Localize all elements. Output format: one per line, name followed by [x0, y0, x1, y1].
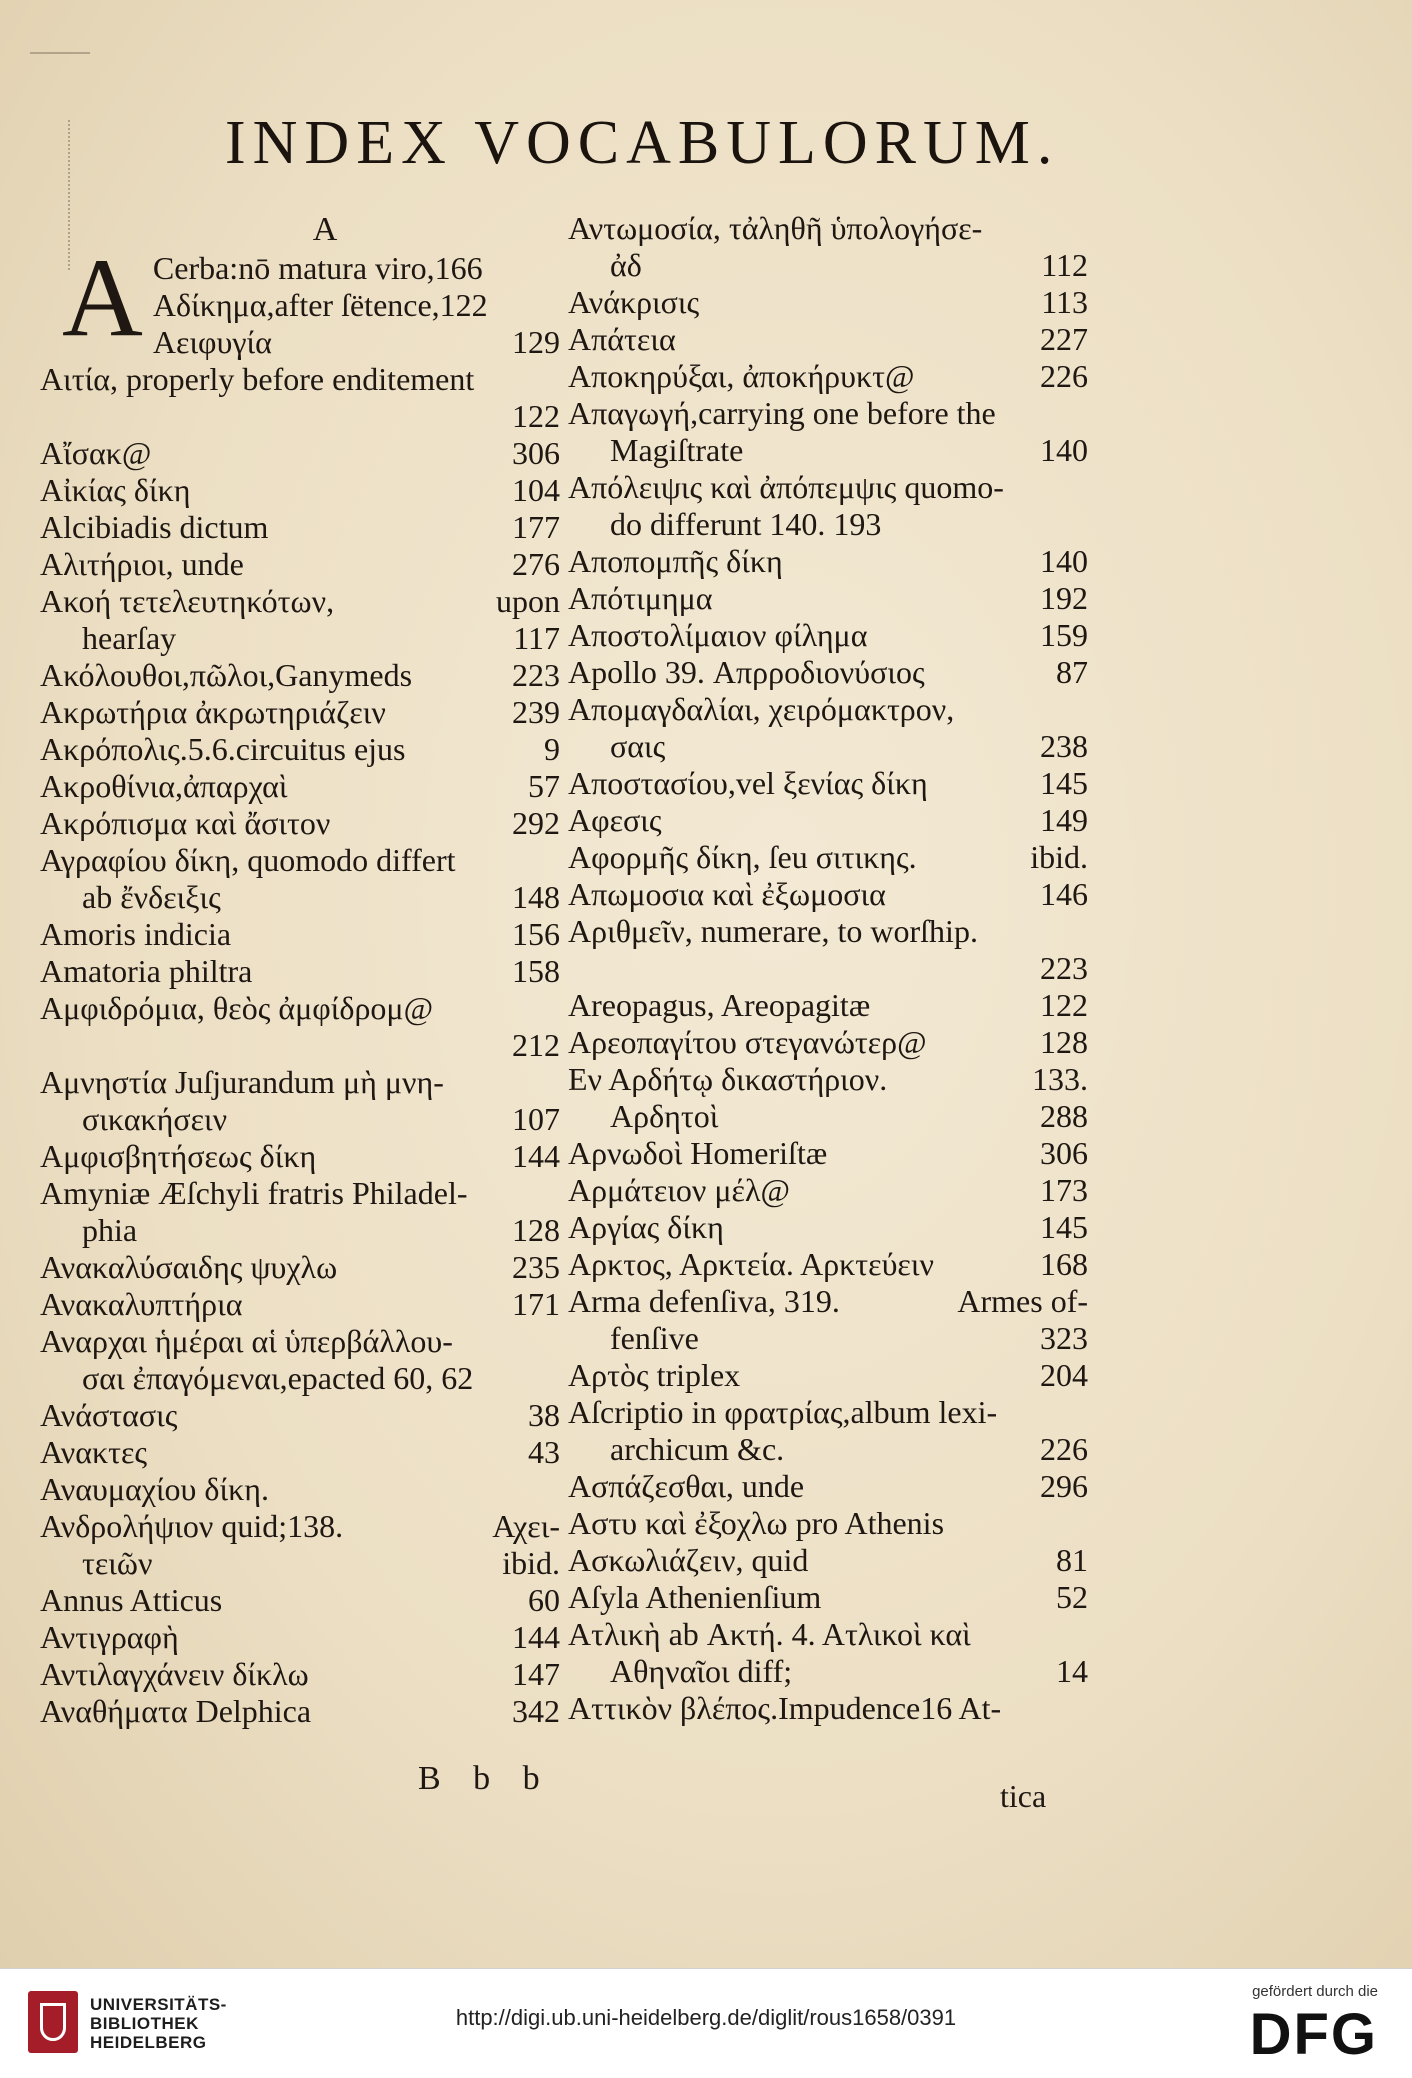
index-term: Αρνωδοὶ Homeriſtæ [568, 1135, 828, 1171]
index-entry [568, 1468, 1088, 1505]
index-page-ref: 122 [1040, 987, 1088, 1023]
index-term: hearſay [82, 620, 177, 656]
index-term: τειῶν [82, 1545, 153, 1581]
index-page-ref: 342 [512, 1693, 560, 1729]
index-entry [568, 1283, 1088, 1320]
index-entry [40, 916, 560, 953]
index-entry [568, 1135, 1088, 1172]
index-entry [568, 1024, 1088, 1061]
index-page-ref: 192 [1040, 580, 1088, 616]
index-page-ref: 149 [1040, 802, 1088, 838]
index-entry [568, 1616, 1088, 1653]
index-page-ref: 276 [512, 546, 560, 582]
index-page-ref: 146 [1040, 876, 1088, 912]
index-term: Ανάκρισις [568, 284, 700, 320]
index-entry [40, 1582, 560, 1619]
index-page-ref: 144 [512, 1138, 560, 1174]
index-page-ref: 113 [1041, 284, 1088, 320]
index-term: Αρεοπαγίτου στεγανώτερ@ [568, 1024, 927, 1060]
index-term: Ανάστασις [40, 1397, 178, 1433]
index-term: Αἰκίας δίκη [40, 472, 191, 508]
index-page-ref: 133. [1032, 1061, 1088, 1097]
index-page-ref: 156 [512, 916, 560, 952]
index-entry [568, 358, 1088, 395]
index-term: Apollo 39. Απρροδιονύσιος [568, 654, 925, 690]
index-page-ref: 104 [512, 472, 560, 508]
index-term: Απότιμημα [568, 580, 713, 616]
index-term: Alcibiadis dictum [40, 509, 269, 545]
index-term: fenſive [610, 1320, 699, 1356]
index-term: Amoris indicia [40, 916, 232, 952]
index-page-ref: 140 [1040, 432, 1088, 468]
index-term: Αφορμῆς δίκη, ſeu σιτικης. [568, 839, 917, 875]
funding-note: gefördert durch die [1252, 1983, 1378, 2000]
index-page-ref: 14 [1056, 1653, 1088, 1689]
index-term: Magiſtrate [610, 432, 744, 468]
viewer-footer [0, 1968, 1412, 2078]
index-entry [568, 506, 1088, 543]
index-entry [568, 321, 1088, 358]
index-term: Αλιτήριοι, unde [40, 546, 244, 582]
index-term: Απωμοσια καὶ ἐξωμοσια [568, 876, 886, 912]
index-entry [40, 509, 560, 546]
index-entry [568, 1505, 1088, 1542]
index-term: Cerba:nō matura viro,166 [152, 250, 483, 286]
index-entry [568, 950, 1088, 987]
index-entry [40, 731, 560, 768]
index-entry [40, 250, 560, 287]
index-page-ref: 147 [512, 1656, 560, 1692]
index-term: Αρμάτειον μέλ@ [568, 1172, 790, 1208]
index-term: Areopagus, Areopagitæ [568, 987, 871, 1023]
index-entry [40, 1212, 560, 1249]
index-entry [40, 1027, 560, 1064]
index-entry [40, 768, 560, 805]
section-letter: A [312, 211, 338, 248]
index-term: Ανακαλυπτήρια [40, 1286, 243, 1322]
index-entry [40, 990, 560, 1027]
index-entry [568, 876, 1088, 913]
index-entry [568, 1172, 1088, 1209]
index-page-ref: 306 [512, 435, 560, 471]
index-entry [568, 728, 1088, 765]
index-page-ref: 292 [512, 805, 560, 841]
index-page-ref: 212 [512, 1027, 560, 1063]
index-term: Ασπάζεσθαι, unde [568, 1468, 805, 1504]
university-name-line2: BIBLIOTHEK [90, 2014, 199, 2033]
index-entry [40, 1101, 560, 1138]
index-page-ref: 306 [1040, 1135, 1088, 1171]
index-entry [568, 1542, 1088, 1579]
index-term: Αφεσις [568, 802, 662, 838]
index-page-ref: 223 [1040, 950, 1088, 986]
index-entry [40, 1064, 560, 1101]
index-entry [40, 805, 560, 842]
index-entry [40, 1397, 560, 1434]
index-entry [568, 1098, 1088, 1135]
index-page-ref: Αχει- [492, 1508, 560, 1544]
index-page-ref: 204 [1040, 1357, 1088, 1393]
index-term: Αντιλαγχάνειν δίκλω [40, 1656, 309, 1692]
index-entry [568, 1579, 1088, 1616]
university-name-line3: HEIDELBERG [90, 2033, 207, 2052]
index-entry [568, 1357, 1088, 1394]
edge-mark [30, 52, 90, 54]
index-page-ref: 122 [512, 398, 560, 434]
index-page-ref: 81 [1056, 1542, 1088, 1578]
index-page-ref: 227 [1040, 321, 1088, 357]
index-term: Ανδρολήψιον quid;138. [40, 1508, 344, 1544]
index-entry [40, 1434, 560, 1471]
index-entry [40, 1545, 560, 1582]
index-page-ref: upon [496, 583, 560, 619]
index-entry [40, 546, 560, 583]
index-entry [40, 1323, 560, 1360]
index-term: Ακροθίνια,ἀπαρχαὶ [40, 768, 288, 804]
index-page-ref: Armes of- [957, 1283, 1088, 1319]
index-term: Αναρχαι ἡμέραι αἱ ὑπερβάλλου- [40, 1323, 453, 1359]
index-entry [568, 839, 1088, 876]
index-term: Ακόλουθοι,πῶλοι,Ganymeds [40, 657, 413, 693]
index-entry [568, 247, 1088, 284]
index-entry [40, 879, 560, 916]
index-term: Αριθμεῖν, numerare, to worſhip. [568, 913, 978, 949]
index-entry [40, 435, 560, 472]
index-entry [40, 398, 560, 435]
index-entry [40, 1249, 560, 1286]
index-entry [40, 1138, 560, 1175]
index-entry [40, 1471, 560, 1508]
index-term: Ανακαλύσαιδης ψυχλω [40, 1249, 338, 1285]
dropcap-block [40, 250, 560, 361]
index-page-ref: 171 [512, 1286, 560, 1322]
index-entry [568, 1394, 1088, 1431]
index-term: Αναυμαχίου δίκη. [40, 1471, 269, 1507]
index-entry [568, 1320, 1088, 1357]
index-page-ref: 239 [512, 694, 560, 730]
permalink-url[interactable]: http://digi.ub.uni-heidelberg.de/diglit/rous1658/0391 [455, 2005, 957, 2030]
index-page-ref: 107 [512, 1101, 560, 1137]
index-term: Arma defenſiva, 319. [568, 1283, 840, 1319]
index-term: Αμνηστία Juſjurandum μὴ μνη- [40, 1064, 444, 1100]
index-entry [568, 1690, 1088, 1727]
index-term: Ακρόπολις.5.6.circuitus ejus [40, 731, 406, 767]
index-entry [40, 620, 560, 657]
index-page-ref: 128 [1040, 1024, 1088, 1060]
index-term: Αττικὸν βλέπος.Impudence16 At- [568, 1690, 1002, 1726]
index-page-ref: 112 [1041, 247, 1088, 283]
index-page-ref: 140 [1040, 543, 1088, 579]
index-term: Αρτὸς triplex [568, 1357, 741, 1393]
index-page-ref: 87 [1056, 654, 1088, 690]
index-entry [40, 657, 560, 694]
index-entry [40, 1508, 560, 1545]
index-entry [40, 1656, 560, 1693]
index-page-ref: 117 [513, 620, 560, 656]
index-term: Αμφιδρόμια, θεὸς ἀμφίδρομ@ [40, 990, 434, 1026]
index-page-ref: ibid. [1030, 839, 1088, 875]
index-entry [40, 361, 560, 398]
index-page-ref: 145 [1040, 765, 1088, 801]
index-term: σαι ἐπαγόμεναι,epacted 60, 62 [82, 1360, 474, 1396]
index-entry [568, 654, 1088, 691]
index-entry [40, 472, 560, 509]
index-entry [568, 987, 1088, 1024]
index-entry [568, 1653, 1088, 1690]
index-term: Αγραφίου δίκη, quomodo differt [40, 842, 456, 878]
index-term: do differunt 140. 193 [610, 506, 882, 542]
index-term: Αναθήματα Delphica [40, 1693, 312, 1729]
index-term: Ατλικὴ ab Ακτή. 4. Ατλικοὶ καὶ [568, 1616, 971, 1652]
index-term: Αδίκημα,after ſëtence,122 [152, 287, 488, 323]
index-term: Amyniæ Æſchyli fratris Philadel- [40, 1175, 468, 1211]
catchword-right: tica [1000, 1778, 1047, 1814]
drop-cap: A [62, 250, 143, 360]
index-term: Aſyla Athenienſium [568, 1579, 822, 1615]
index-term: σικακήσειν [82, 1101, 228, 1137]
index-entry [40, 1360, 560, 1397]
index-page-ref: 323 [1040, 1320, 1088, 1356]
index-page-ref: 158 [512, 953, 560, 989]
index-entry [568, 432, 1088, 469]
index-page-ref: 144 [512, 1619, 560, 1655]
index-entry [40, 1175, 560, 1212]
index-term: Ακοή τετελευτηκότων, [40, 583, 335, 619]
index-entry [568, 617, 1088, 654]
index-page-ref: 226 [1040, 1431, 1088, 1467]
index-page-ref: 159 [1040, 617, 1088, 653]
index-entry [40, 694, 560, 731]
index-term: Ανακτες [40, 1434, 148, 1470]
university-name-line1: UNIVERSITÄTS- [90, 1995, 227, 2014]
index-entry [568, 543, 1088, 580]
index-page-ref: 177 [512, 509, 560, 545]
index-entry [40, 953, 560, 990]
index-page-ref: 226 [1040, 358, 1088, 394]
index-page-ref: 57 [528, 768, 560, 804]
index-entry [40, 324, 560, 361]
index-term: Ασκωλιάζειν, quid [568, 1542, 809, 1578]
index-page-ref: 60 [528, 1582, 560, 1618]
index-page-ref: 238 [1040, 728, 1088, 764]
index-page-ref: 38 [528, 1397, 560, 1433]
index-term: Annus Atticus [40, 1582, 223, 1618]
index-entry [40, 842, 560, 879]
index-entry [568, 1431, 1088, 1468]
index-term: Αἴσακ@ [40, 435, 152, 471]
index-term: Αποστασίου,vel ξενίας δίκη [568, 765, 928, 801]
index-term: Αειφυγία [152, 324, 272, 360]
index-entry [40, 1619, 560, 1656]
index-term: Ακρόπισμα καὶ ἄσιτον [40, 805, 331, 841]
index-term: Αρδητοὶ [610, 1098, 719, 1134]
index-entry [40, 1693, 560, 1730]
index-term: Αποκηρύξαι, ἀποκήρυκτ@ [568, 358, 915, 394]
index-entry [568, 802, 1088, 839]
index-page-ref: 296 [1040, 1468, 1088, 1504]
index-entry [568, 691, 1088, 728]
index-page-ref: 129 [512, 324, 560, 360]
index-page-ref: 173 [1040, 1172, 1088, 1208]
index-term: Αντιγραφὴ [40, 1619, 179, 1655]
index-term: Ακρωτήρια ἀκρωτηριάζειν [40, 694, 386, 730]
index-page-ref: 52 [1056, 1579, 1088, 1615]
index-page-ref: 223 [512, 657, 560, 693]
index-page-ref: ibid. [502, 1545, 560, 1581]
index-entry [40, 287, 560, 324]
index-page-ref: 145 [1040, 1209, 1088, 1245]
index-term: Απαγωγή,carrying one before the [568, 395, 996, 431]
index-entry [40, 1286, 560, 1323]
index-term: archicum &c. [610, 1431, 785, 1467]
index-term: Αντωμοσία, τἀληθῆ ὑπολογήσε- [568, 210, 983, 246]
index-entry [568, 765, 1088, 802]
page-title: INDEX VOCABULORUM. [225, 109, 1060, 177]
index-term: ἀδ [610, 247, 642, 283]
index-term: Αμφισβητήσεως δίκη [40, 1138, 317, 1174]
index-term: Αργίας δίκη [568, 1209, 724, 1245]
index-term: ab ἔνδειξις [82, 879, 221, 915]
index-term: Αθηναῖοι diff; [610, 1653, 793, 1689]
left-column [40, 210, 560, 1730]
index-entry [568, 580, 1088, 617]
index-entry [568, 469, 1088, 506]
index-entry [568, 1209, 1088, 1246]
index-entry [568, 1246, 1088, 1283]
index-page-ref: 43 [528, 1434, 560, 1470]
index-entry [568, 210, 1088, 247]
index-term: Amatoria philtra [40, 953, 253, 989]
index-entry [568, 284, 1088, 321]
index-term: Aſcriptio in φρατρίας,album lexi- [568, 1394, 998, 1430]
index-entry [568, 913, 1088, 950]
index-term: Εν Αρδήτῳ δικαστήριον. [568, 1061, 888, 1097]
index-page-ref: 9 [544, 731, 560, 767]
index-term: Απάτεια [568, 321, 676, 357]
index-entry [40, 583, 560, 620]
index-term: Απομαγδαλίαι, χειρόμακτρον, [568, 691, 955, 727]
index-term: σαις [610, 728, 666, 764]
catchword: B b b [418, 1760, 552, 1797]
right-column [568, 210, 1088, 1727]
index-term: Αιτία, properly before enditement [40, 361, 475, 397]
index-entry [568, 1061, 1088, 1098]
index-term: phia [82, 1212, 138, 1248]
index-page-ref: 148 [512, 879, 560, 915]
index-term: Αστυ καὶ ἐξοχλω pro Athenis [568, 1505, 945, 1541]
index-page-ref: 128 [512, 1212, 560, 1248]
index-term: Απόλειψις καὶ ἀπόπεμψις quomo- [568, 469, 1004, 505]
index-page-ref: 235 [512, 1249, 560, 1285]
dfg-logo[interactable]: DFG [1249, 2002, 1378, 2067]
index-term: Αρκτος, Αρκτεία. Αρκτεύειν [568, 1246, 934, 1282]
index-term: Αποστολίμαιον φίλημα [568, 617, 868, 653]
index-term: Αποπομπῆς δίκη [568, 543, 783, 579]
index-entry [568, 395, 1088, 432]
index-page-ref: 168 [1040, 1246, 1088, 1282]
index-page-ref: 288 [1040, 1098, 1088, 1134]
